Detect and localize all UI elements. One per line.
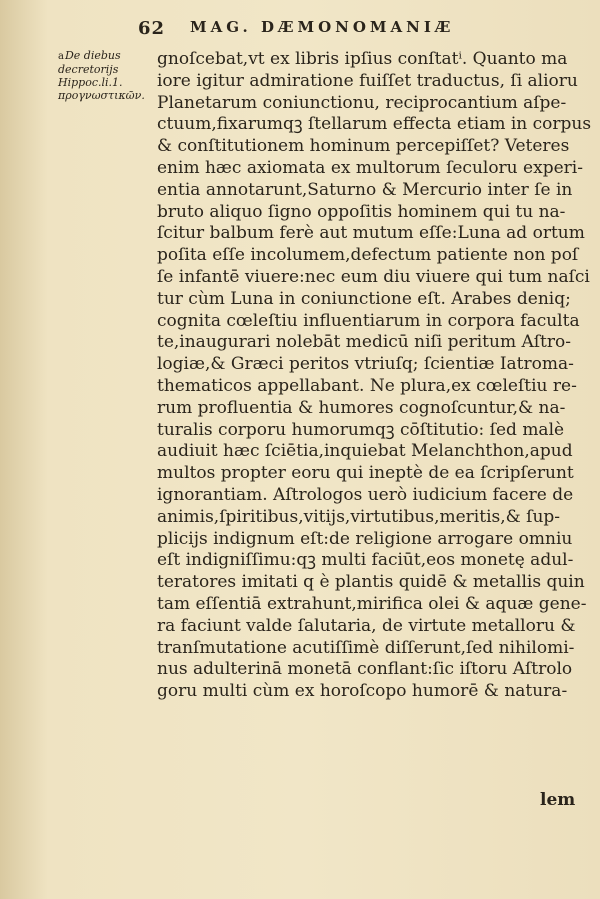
text-line: ctuum,fixarumqꝫ ſtellarum effecta etiam in corpus [157,114,592,135]
text-line: Planetarum coniunctionu, reciprocantium aſpe- [157,92,567,113]
text-line: teratores imitati q è plantis quidē & metallis quin [157,572,585,593]
text-line: plicijs indignum eſt:de religione arrogare omniu [157,528,573,549]
text-line: entia annotarunt,Saturno & Mercurio inter ſe in [157,179,573,200]
text-line: logiæ,& Græci peritos vtriuſq; ſcientiæ Iatroma- [157,354,574,375]
text-line: tur cùm Luna in coniunctione eſt. Arabes deniq; [157,288,571,309]
page-number: 62 [138,18,166,39]
margin-note-text: προγνωστικῶν. [58,89,145,102]
text-line: rum profluentia & humores cognoſcuntur,& na- [157,397,566,418]
text-line: iore igitur admiratione fuiſſet traductus, ſi alioru [157,70,578,91]
margin-notes [58,49,153,102]
margin-note-text: De diebus [64,49,121,62]
text-line: ra faciunt valde ſalutaria, de virtute metalloru & [157,615,576,636]
text-line: ſe infantē viuere:nec eum diu viuere qui tum naſci [157,266,590,287]
text-line: tam eſſentiā extrahunt,mirifica olei & aquæ gene- [157,593,587,614]
text-line: & conſtitutionem hominum percepiſſet? Veteres [157,136,570,157]
margin-note [58,63,153,76]
text-line: nus adulterinā monetā conflant:ſic iſtoru Aſtrolo [157,659,573,680]
text-line: gnoſcebat,vt ex libris ipſius conſtatⁱ. Quanto ma [157,49,568,69]
text-line: multos propter eoru qui ineptè de ea ſcripſerunt [157,463,574,484]
text-line: audiuit hæc ſciētia,inquiebat Melanchthon,apud [157,441,573,462]
text-line: animis,ſpiritibus,vitijs,virtutibus,meritis,& ſup- [157,506,561,527]
text-line: tranſmutatione acutiſſimè diſſerunt,ſed nihilomi- [157,637,575,658]
text-line: ignorantiam. Aſtrologos uerò iudicium facere de [157,484,574,505]
text-line: enim hæc axiomata ex multorum ſeculoru experi- [157,157,583,178]
text-line: turalis corporu humorumqꝫ cōſtitutio: ſed malè [157,419,565,440]
text-line: eſt indigniſſimu:qꝫ multi faciūt,eos monetę adul- [157,550,574,571]
margin-note-text: decretorijs [58,63,119,76]
running-head: MAG. DÆMONOMANIÆ [190,18,455,36]
margin-note [58,49,153,63]
text-line: goru multi cùm ex horoſcopo humorē & natura- [157,681,568,702]
body-text [157,49,592,703]
catchword: lem [540,790,576,810]
text-line: cognita cœleſtiu influentiarum in corpora faculta [157,310,580,331]
text-line: thematicos appellabant. Ne plura,ex cœleſtiu re- [157,375,577,396]
text-line: te,inaugurari nolebāt medicū niſi peritum Aſtro- [157,332,571,353]
text-line: bruto aliquo ſigno oppoſitis hominem qui tu na- [157,201,566,222]
page-header [138,18,588,48]
text-line: poſita eſſe incolumem,defectum patiente non poſ [157,245,579,266]
margin-note [58,89,153,102]
margin-note [58,76,153,89]
margin-note-text: Hippoc.li.1. [58,76,123,89]
footnote-marker: a [58,51,64,62]
text-line: ſcitur balbum ferè aut mutum eſſe:Luna ad ortum [157,223,585,244]
